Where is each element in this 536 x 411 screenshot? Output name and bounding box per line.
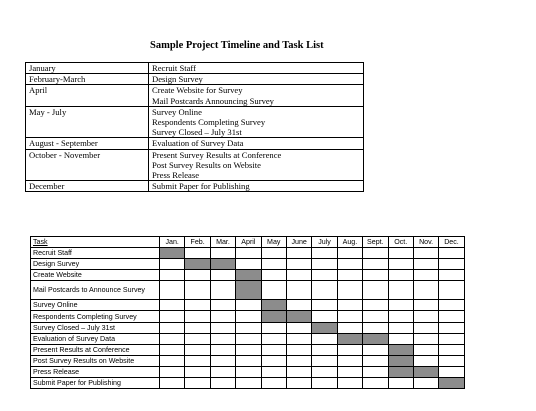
- gantt-empty-cell: [210, 355, 235, 366]
- gantt-task-name: Recruit Staff: [31, 248, 160, 259]
- gantt-empty-cell: [312, 270, 337, 281]
- gantt-empty-cell: [261, 259, 286, 270]
- gantt-empty-cell: [388, 248, 413, 259]
- timeline-task: Survey Closed – July 31st: [152, 127, 242, 138]
- gantt-empty-cell: [312, 344, 337, 355]
- gantt-empty-cell: [160, 270, 185, 281]
- gantt-empty-cell: [185, 344, 210, 355]
- timeline-month-cell: [26, 138, 149, 149]
- gantt-task-name: Submit Paper for Publishing: [31, 378, 160, 389]
- gantt-empty-cell: [388, 333, 413, 344]
- timeline-task: Design Survey: [152, 74, 203, 85]
- gantt-bar-cell: [286, 311, 311, 322]
- gantt-empty-cell: [312, 300, 337, 311]
- gantt-empty-cell: [160, 311, 185, 322]
- gantt-task-name: Respondents Completing Survey: [31, 311, 160, 322]
- gantt-empty-cell: [160, 333, 185, 344]
- gantt-empty-cell: [185, 281, 210, 300]
- gantt-row: [31, 366, 465, 377]
- gantt-task-name: Design Survey: [31, 259, 160, 270]
- gantt-row: [31, 300, 465, 311]
- timeline-task: Submit Paper for Publishing: [152, 181, 250, 192]
- gantt-month-header: May: [261, 237, 286, 248]
- timeline-task: Create Website for Survey: [152, 85, 243, 96]
- gantt-bar-cell: [388, 355, 413, 366]
- timeline-row: [26, 74, 364, 85]
- timeline-month: January: [29, 63, 56, 73]
- gantt-empty-cell: [439, 259, 464, 270]
- gantt-empty-cell: [439, 366, 464, 377]
- gantt-row: [31, 322, 465, 333]
- timeline-row: [26, 181, 364, 192]
- gantt-month-header: Feb.: [185, 237, 210, 248]
- timeline-row: [26, 149, 364, 181]
- timeline-month-cell: [26, 181, 149, 192]
- timeline-month-cell: [26, 149, 149, 181]
- gantt-empty-cell: [286, 378, 311, 389]
- gantt-month-header: Sept.: [363, 237, 388, 248]
- gantt-empty-cell: [261, 366, 286, 377]
- gantt-task-header: Task: [31, 237, 160, 248]
- gantt-empty-cell: [236, 355, 261, 366]
- gantt-empty-cell: [286, 355, 311, 366]
- gantt-empty-cell: [312, 355, 337, 366]
- timeline-task: Survey Online: [152, 106, 202, 117]
- gantt-empty-cell: [413, 378, 438, 389]
- gantt-empty-cell: [236, 259, 261, 270]
- gantt-empty-cell: [286, 366, 311, 377]
- gantt-row: [31, 248, 465, 259]
- gantt-row: [31, 333, 465, 344]
- gantt-row: [31, 311, 465, 322]
- timeline-tasks-cell: [149, 106, 364, 138]
- gantt-empty-cell: [261, 248, 286, 259]
- gantt-empty-cell: [286, 322, 311, 333]
- gantt-empty-cell: [337, 281, 362, 300]
- gantt-empty-cell: [388, 311, 413, 322]
- gantt-task-name: Present Results at Conference: [31, 344, 160, 355]
- gantt-empty-cell: [236, 248, 261, 259]
- gantt-empty-cell: [439, 355, 464, 366]
- gantt-empty-cell: [160, 366, 185, 377]
- gantt-empty-cell: [363, 355, 388, 366]
- gantt-empty-cell: [337, 366, 362, 377]
- timeline-task: Press Release: [152, 169, 200, 180]
- timeline-tasks-cell: [149, 74, 364, 85]
- gantt-bar-cell: [312, 322, 337, 333]
- gantt-task-name: Press Release: [31, 366, 160, 377]
- gantt-empty-cell: [261, 378, 286, 389]
- timeline-tasks-cell: [149, 85, 364, 106]
- gantt-empty-cell: [160, 378, 185, 389]
- gantt-empty-cell: [312, 248, 337, 259]
- gantt-empty-cell: [185, 248, 210, 259]
- gantt-row: [31, 270, 465, 281]
- gantt-empty-cell: [413, 355, 438, 366]
- gantt-bar-cell: [185, 259, 210, 270]
- gantt-empty-cell: [160, 281, 185, 300]
- timeline-tasks-cell: [149, 149, 364, 181]
- gantt-empty-cell: [286, 248, 311, 259]
- gantt-empty-cell: [388, 300, 413, 311]
- gantt-empty-cell: [286, 259, 311, 270]
- gantt-empty-cell: [236, 378, 261, 389]
- gantt-empty-cell: [363, 378, 388, 389]
- gantt-empty-cell: [337, 355, 362, 366]
- timeline-task: Mail Postcards Announcing Survey: [152, 95, 274, 106]
- gantt-empty-cell: [160, 344, 185, 355]
- gantt-month-header: April: [236, 237, 261, 248]
- gantt-empty-cell: [312, 259, 337, 270]
- gantt-chart-table: [30, 236, 465, 389]
- gantt-empty-cell: [363, 281, 388, 300]
- gantt-empty-cell: [439, 333, 464, 344]
- gantt-empty-cell: [185, 322, 210, 333]
- gantt-empty-cell: [185, 366, 210, 377]
- gantt-empty-cell: [312, 333, 337, 344]
- gantt-month-header: Mar.: [210, 237, 235, 248]
- gantt-empty-cell: [337, 344, 362, 355]
- gantt-empty-cell: [160, 322, 185, 333]
- timeline-task: Present Survey Results at Conference: [152, 149, 282, 160]
- gantt-empty-cell: [236, 366, 261, 377]
- gantt-empty-cell: [312, 378, 337, 389]
- gantt-empty-cell: [261, 344, 286, 355]
- timeline-task: Respondents Completing Survey: [152, 116, 266, 127]
- gantt-empty-cell: [286, 270, 311, 281]
- gantt-empty-cell: [388, 378, 413, 389]
- gantt-month-header: July: [312, 237, 337, 248]
- timeline-month: October - November: [29, 149, 101, 160]
- gantt-empty-cell: [337, 300, 362, 311]
- timeline-row: [26, 63, 364, 74]
- gantt-month-header: June: [286, 237, 311, 248]
- gantt-empty-cell: [312, 281, 337, 300]
- gantt-bar-cell: [160, 248, 185, 259]
- gantt-empty-cell: [363, 344, 388, 355]
- gantt-empty-cell: [439, 344, 464, 355]
- gantt-empty-cell: [210, 378, 235, 389]
- gantt-empty-cell: [210, 333, 235, 344]
- gantt-task-name: Mail Postcards to Announce Survey: [31, 281, 160, 300]
- gantt-month-header: Dec.: [439, 237, 464, 248]
- gantt-bar-cell: [363, 333, 388, 344]
- gantt-empty-cell: [160, 259, 185, 270]
- gantt-empty-cell: [413, 333, 438, 344]
- gantt-empty-cell: [439, 322, 464, 333]
- gantt-empty-cell: [337, 248, 362, 259]
- timeline-month: February-March: [29, 74, 86, 85]
- gantt-empty-cell: [413, 300, 438, 311]
- document-title: Sample Project Timeline and Task List: [150, 40, 324, 51]
- gantt-empty-cell: [261, 355, 286, 366]
- gantt-empty-cell: [286, 344, 311, 355]
- gantt-row: [31, 281, 465, 300]
- timeline-tasks-cell: [149, 63, 364, 74]
- gantt-empty-cell: [286, 300, 311, 311]
- gantt-empty-cell: [185, 300, 210, 311]
- gantt-empty-cell: [363, 311, 388, 322]
- timeline-month: May - July: [29, 106, 67, 117]
- gantt-empty-cell: [236, 322, 261, 333]
- timeline-row: [26, 85, 364, 106]
- gantt-empty-cell: [185, 378, 210, 389]
- timeline-task: Evaluation of Survey Data: [152, 138, 244, 149]
- gantt-empty-cell: [439, 300, 464, 311]
- gantt-task-name: Survey Online: [31, 300, 160, 311]
- gantt-empty-cell: [388, 281, 413, 300]
- gantt-empty-cell: [413, 259, 438, 270]
- gantt-row: [31, 355, 465, 366]
- gantt-empty-cell: [236, 300, 261, 311]
- gantt-empty-cell: [439, 311, 464, 322]
- gantt-empty-cell: [210, 270, 235, 281]
- gantt-empty-cell: [185, 333, 210, 344]
- gantt-bar-cell: [388, 344, 413, 355]
- gantt-empty-cell: [210, 311, 235, 322]
- gantt-task-name: Post Survey Results on Website: [31, 355, 160, 366]
- timeline-month-cell: [26, 74, 149, 85]
- timeline-task: Recruit Staff: [152, 63, 196, 73]
- gantt-empty-cell: [413, 322, 438, 333]
- timeline-month: April: [29, 85, 48, 96]
- gantt-empty-cell: [261, 270, 286, 281]
- gantt-bar-cell: [236, 270, 261, 281]
- gantt-month-header: Oct.: [388, 237, 413, 248]
- gantt-empty-cell: [210, 248, 235, 259]
- gantt-bar-cell: [236, 281, 261, 300]
- gantt-month-header: Aug.: [337, 237, 362, 248]
- gantt-empty-cell: [210, 281, 235, 300]
- gantt-bar-cell: [439, 378, 464, 389]
- gantt-empty-cell: [413, 270, 438, 281]
- gantt-empty-cell: [185, 270, 210, 281]
- gantt-empty-cell: [160, 300, 185, 311]
- gantt-empty-cell: [388, 322, 413, 333]
- timeline-month: August - September: [29, 138, 98, 149]
- gantt-bar-cell: [261, 311, 286, 322]
- timeline-task: Post Survey Results on Website: [152, 159, 261, 170]
- gantt-empty-cell: [337, 322, 362, 333]
- gantt-empty-cell: [236, 333, 261, 344]
- gantt-empty-cell: [236, 311, 261, 322]
- gantt-empty-cell: [337, 378, 362, 389]
- gantt-empty-cell: [160, 355, 185, 366]
- gantt-empty-cell: [210, 366, 235, 377]
- gantt-empty-cell: [363, 322, 388, 333]
- gantt-empty-cell: [261, 322, 286, 333]
- gantt-empty-cell: [413, 311, 438, 322]
- gantt-row: [31, 378, 465, 389]
- gantt-bar-cell: [388, 366, 413, 377]
- gantt-empty-cell: [413, 248, 438, 259]
- gantt-bar-cell: [210, 259, 235, 270]
- timeline-tasks-cell: [149, 181, 364, 192]
- gantt-empty-cell: [363, 248, 388, 259]
- gantt-empty-cell: [388, 270, 413, 281]
- gantt-empty-cell: [261, 281, 286, 300]
- timeline-month-cell: [26, 85, 149, 106]
- gantt-task-name: Survey Closed – July 31st: [31, 322, 160, 333]
- gantt-empty-cell: [439, 281, 464, 300]
- gantt-empty-cell: [286, 281, 311, 300]
- gantt-empty-cell: [363, 270, 388, 281]
- gantt-task-name: Evaluation of Survey Data: [31, 333, 160, 344]
- gantt-month-header: Nov.: [413, 237, 438, 248]
- timeline-table: [25, 62, 364, 192]
- gantt-bar-cell: [337, 333, 362, 344]
- timeline-row: [26, 138, 364, 149]
- timeline-tasks-cell: [149, 138, 364, 149]
- gantt-empty-cell: [413, 344, 438, 355]
- timeline-month-cell: [26, 106, 149, 138]
- gantt-empty-cell: [363, 300, 388, 311]
- gantt-task-name: Create Website: [31, 270, 160, 281]
- timeline-month-cell: [26, 63, 149, 74]
- gantt-row: [31, 259, 465, 270]
- gantt-empty-cell: [312, 366, 337, 377]
- gantt-empty-cell: [312, 311, 337, 322]
- gantt-empty-cell: [185, 355, 210, 366]
- gantt-empty-cell: [236, 344, 261, 355]
- gantt-bar-cell: [413, 366, 438, 377]
- gantt-empty-cell: [388, 259, 413, 270]
- gantt-empty-cell: [210, 300, 235, 311]
- gantt-empty-cell: [185, 311, 210, 322]
- gantt-bar-cell: [261, 300, 286, 311]
- gantt-empty-cell: [363, 366, 388, 377]
- gantt-empty-cell: [210, 344, 235, 355]
- gantt-empty-cell: [286, 333, 311, 344]
- gantt-row: [31, 344, 465, 355]
- gantt-empty-cell: [337, 311, 362, 322]
- gantt-empty-cell: [363, 259, 388, 270]
- gantt-empty-cell: [261, 333, 286, 344]
- timeline-row: [26, 106, 364, 138]
- timeline-month: December: [29, 181, 65, 192]
- gantt-empty-cell: [439, 270, 464, 281]
- gantt-empty-cell: [210, 322, 235, 333]
- gantt-month-header: Jan.: [160, 237, 185, 248]
- gantt-header-row: [31, 237, 465, 248]
- gantt-empty-cell: [413, 281, 438, 300]
- gantt-empty-cell: [337, 270, 362, 281]
- gantt-empty-cell: [337, 259, 362, 270]
- gantt-empty-cell: [439, 248, 464, 259]
